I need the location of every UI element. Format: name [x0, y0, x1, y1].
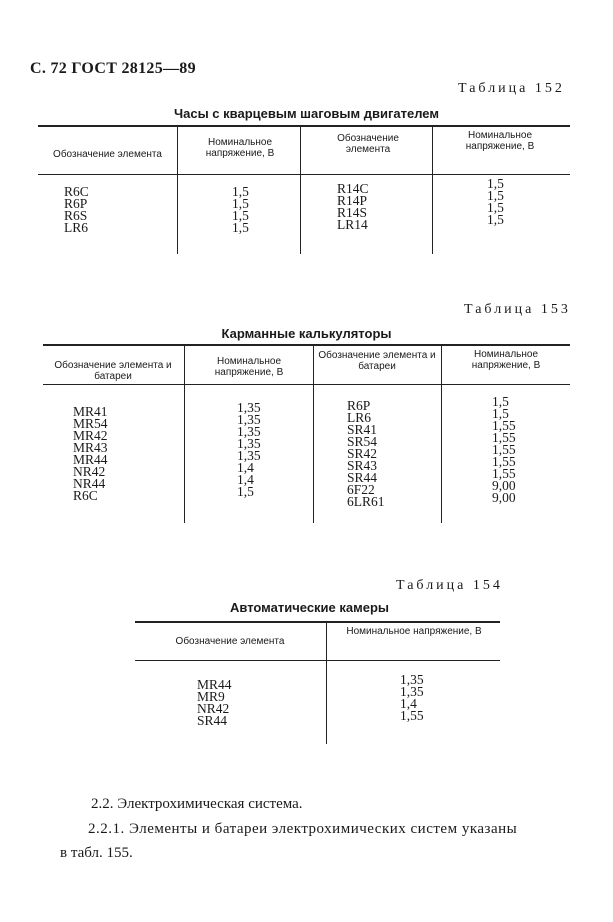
table-153-elements-right: R6P LR6 SR41 SR54 SR42 SR43 SR44 6F22 6LR61: [347, 398, 385, 509]
table-153-col-element-2: Обозначение элемента и батареи: [318, 350, 436, 372]
page-header: С. 72 ГОСТ 28125—89: [30, 60, 196, 77]
table-152-elements-left: R6C R6P R6S LR6: [64, 184, 89, 235]
table-152-top-rule: [38, 125, 570, 127]
table-152-divider-2: [300, 126, 301, 254]
table-153-top-rule: [43, 344, 570, 346]
table-153-col-voltage: Номинальное напряжение, В: [214, 356, 284, 378]
table-153-divider-3: [441, 345, 442, 523]
table-152-header-rule: [38, 174, 570, 175]
table-154-label: Таблица 154: [396, 578, 503, 593]
table-153-voltages-right: 1,5 1,5 1,55 1,55 1,55 1,55 1,55 9,00 9,00: [492, 394, 516, 505]
table-154-header-rule: [135, 660, 500, 661]
table-154-col-voltage: Номинальное напряжение, В: [346, 626, 482, 637]
table-153-divider-2: [313, 345, 314, 523]
table-152-divider-3: [432, 126, 433, 254]
paragraph-2-2: 2.2. Электрохимическая система.: [91, 796, 303, 812]
table-152-voltages-right: 1,5 1,5 1,5 1,5: [487, 176, 504, 227]
table-153-header-rule: [43, 384, 570, 385]
table-154-divider: [326, 622, 327, 744]
table-152-col-voltage-2: Номинальное напряжение, В: [465, 130, 535, 152]
table-152-col-voltage: Номинальное напряжение, В: [205, 137, 275, 159]
table-154-voltages: 1,35 1,35 1,4 1,55: [400, 672, 424, 723]
table-152-divider-1: [177, 126, 178, 254]
table-152-label: Таблица 152: [458, 81, 565, 96]
table-154-top-rule: [135, 621, 500, 623]
table-152-elements-right: R14C R14P R14S LR14: [337, 181, 369, 232]
table-154-col-element: Обозначение элемента: [175, 636, 285, 647]
table-153-elements-left: MR41 MR54 MR42 MR43 MR44 NR42 NR44 R6C: [73, 404, 108, 503]
table-153-divider-1: [184, 345, 185, 523]
table-153-col-element: Обозначение элемента и батареи: [54, 360, 172, 382]
table-152-voltages-left: 1,5 1,5 1,5 1,5: [232, 184, 249, 235]
table-153-label: Таблица 153: [464, 302, 571, 317]
table-154-elements: MR44 MR9 NR42 SR44: [197, 677, 232, 728]
table-154-title: Автоматические камеры: [230, 600, 390, 615]
table-152-col-element-2: Обозначение элемента: [337, 133, 399, 155]
paragraph-2-2-1-line-1: 2.2.1. Элементы и батареи электрохимических систем указаны: [88, 821, 518, 837]
table-153-voltages-left: 1,35 1,35 1,35 1,35 1,35 1,4 1,4 1,5: [237, 400, 261, 499]
paragraph-2-2-1-line-2: в табл. 155.: [60, 845, 133, 861]
table-153-col-voltage-2: Номинальное напряжение, В: [471, 349, 541, 371]
table-152-title: Часы с кварцевым шаговым двигателем: [173, 106, 439, 121]
table-153-title: Карманные калькуляторы: [221, 326, 392, 341]
table-152-col-element: Обозначение элемента: [53, 149, 162, 160]
